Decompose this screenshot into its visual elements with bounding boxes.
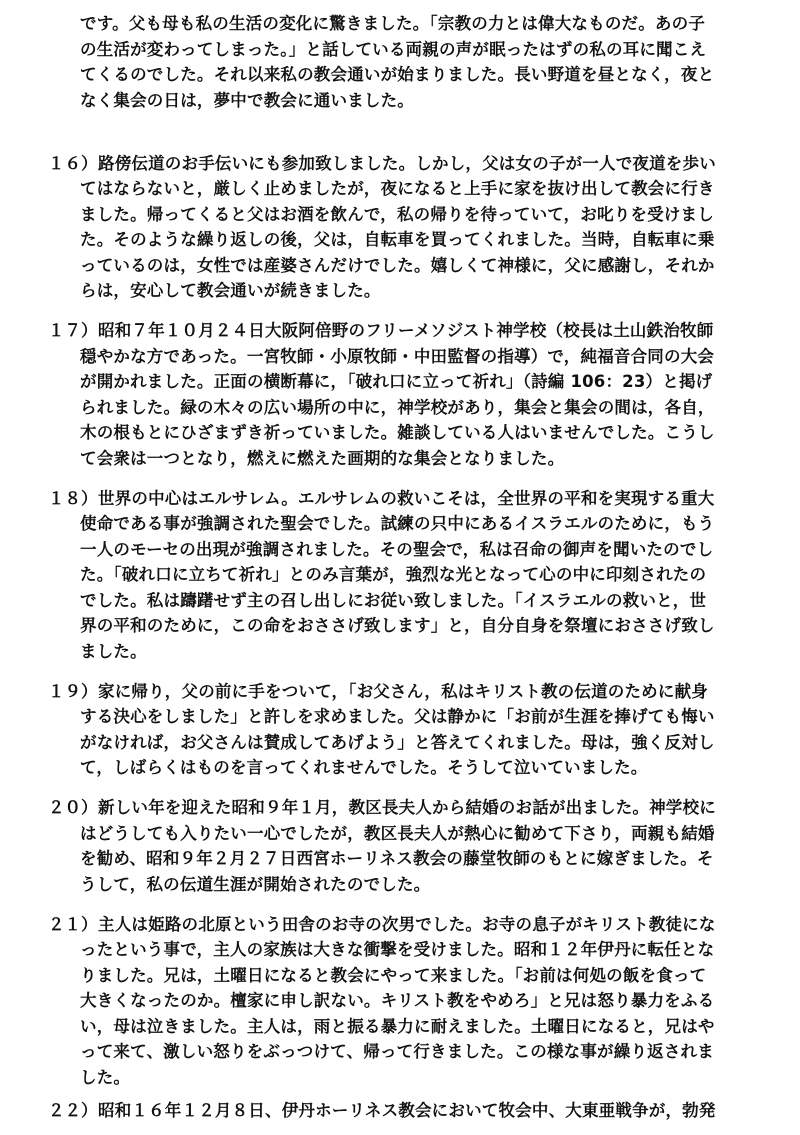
text-line: でした。私は躊躇せず主の召し出しにお従い致しました。「イスラエルの救いと，世 bbox=[80, 591, 707, 610]
text-line: 穏やかな方であった。一宮牧師・小原牧師・中田監督の指導）で，純福音合同の大会 bbox=[80, 347, 715, 366]
text-line: なく集会の日は，夢中で教会に通いました。 bbox=[80, 91, 414, 110]
text-line: 世界の中心はエルサレム。エルサレムの救いこそは，全世界の平和を実現する重大 bbox=[98, 489, 715, 508]
section-number: １７） bbox=[48, 321, 98, 340]
text-line: がなければ，お父さんは賛成してあげよう」と答えてくれました。母は，強く反対し bbox=[80, 733, 715, 752]
text-line: らは，安心して教会通いが続きました。 bbox=[80, 281, 381, 300]
section-number: ２０） bbox=[48, 798, 98, 817]
text-line: うして，私の伝道生涯が開始されたのでした。 bbox=[80, 875, 431, 894]
text-line: 昭和７年１０月２４日大阪阿倍野のフリーメソジスト神学校（校長は土山鉄治牧師 bbox=[98, 321, 714, 340]
text-line: 昭和１６年１２月８日、伊丹ホーリネス教会において牧会中、大東亜戦争が，勃発 bbox=[98, 1101, 716, 1120]
text-line: りました。兄は，土曜日になると教会にやって来ました。「お前は何処の飯を食って bbox=[80, 966, 707, 985]
text-line: の生活が変わってしまった。」と話している両親の声が眠ったはずの私の耳に聞こえ bbox=[80, 40, 707, 59]
section-number: ２１） bbox=[48, 915, 98, 934]
text-line: っているのは，女性では産婆さんだけでした。嬉しくて神様に，父に感謝し，それか bbox=[80, 256, 715, 275]
text-line: 新しい年を迎えた昭和９年１月，教区長夫人から結婚のお話が出ました。神学校に bbox=[98, 798, 716, 817]
text-line: した。 bbox=[80, 1068, 131, 1087]
text-line: が開かれました。正面の横断幕に，「破れ口に立って祈れ」（詩編 106：23）と掲げ bbox=[80, 372, 713, 391]
text-line: 主人は姫路の北原という田舎のお寺の次男でした。お寺の息子がキリスト教徒にな bbox=[98, 915, 716, 934]
text-line: て，しばらくはものを言ってくれませんでした。そうして泣いていました。 bbox=[80, 758, 648, 777]
text-line: する決心をしました」と許しを求めました。父は静かに「お前が生涯を捧げても悔い bbox=[80, 707, 715, 726]
text-line: た。「破れ口に立ちて祈れ」とのみ言葉が，強烈な光となって心の中に印刻されたの bbox=[80, 565, 707, 584]
section-number: １８） bbox=[48, 489, 98, 508]
section-number: １９） bbox=[48, 682, 98, 701]
text-line: 界の平和のために，この命をおささげ致します」と，自分自身を祭壇におささげ致し bbox=[80, 616, 715, 635]
text-line: ったという事で，主人の家族は大きな衝撃を受けました。昭和１２年伊丹に転任とな bbox=[80, 940, 715, 959]
text-line: い，母は泣きました。主人は，雨と振る暴力に耐えました。土曜日になると，兄はや bbox=[80, 1017, 715, 1036]
text-line: てはならないと，厳しく止めましたが，夜になると上手に家を抜け出して教会に行き bbox=[80, 179, 715, 198]
text-line: 大きくなったのか。檀家に申し訳ない。キリスト教をやめろ」と兄は怒り暴力をふる bbox=[80, 991, 715, 1010]
text-line: です。父も母も私の生活の変化に驚きました。「宗教の力とは偉大なものだ。あの子 bbox=[80, 14, 706, 33]
text-line: ました。 bbox=[80, 642, 147, 661]
text-line: 使命である事が強調された聖会でした。試練の只中にあるイスラエルのために，もう bbox=[80, 514, 715, 533]
section-number: １６） bbox=[48, 154, 98, 173]
text-line: はどうしても入りたい一心でしたが，教区長夫人が熱心に勧めて下さり，両親も結婚 bbox=[80, 824, 715, 843]
text-line: てくるのでした。それ以来私の教会通いが始まりました。長い野道を昼となく，夜と bbox=[80, 65, 715, 84]
text-line: て会衆は一つとなり，燃えに燃えた画期的な集会となりました。 bbox=[80, 449, 565, 468]
text-line: られました。緑の木々の広い場所の中に，神学校があり，集会と集会の間は，各自， bbox=[80, 398, 715, 417]
text-line: 一人のモーセの出現が強調されました。その聖会で，私は召命の御声を聞いたのでし bbox=[80, 540, 714, 559]
text-line: た。そのような繰り返しの後，父は，自転車を買ってくれました。当時，自転車に乗 bbox=[80, 230, 715, 249]
text-line: 路傍伝道のお手伝いにも参加致しました。しかし，父は女の子が一人で夜道を歩い bbox=[98, 154, 716, 173]
text-line: を勧め、昭和９年２月２７日西宮ホーリネス教会の藤堂牧師のもとに嫁ぎました。そ bbox=[80, 849, 714, 868]
text-line: って来て、激しい怒りをぶっつけて、帰って行きました。この様な事が繰り返されま bbox=[80, 1042, 714, 1061]
text-line: ました。帰ってくると父はお酒を飲んで，私の帰りを待っていて，お叱りを受けまし bbox=[80, 205, 714, 224]
section-number: ２２） bbox=[48, 1101, 98, 1120]
text-line: 木の根もとにひざまずき祈っていました。雑談している人はいませんでした。こうし bbox=[80, 423, 715, 442]
text-line: 家に帰り，父の前に手をついて，「お父さん，私はキリスト教の伝道のために献身 bbox=[98, 682, 708, 701]
